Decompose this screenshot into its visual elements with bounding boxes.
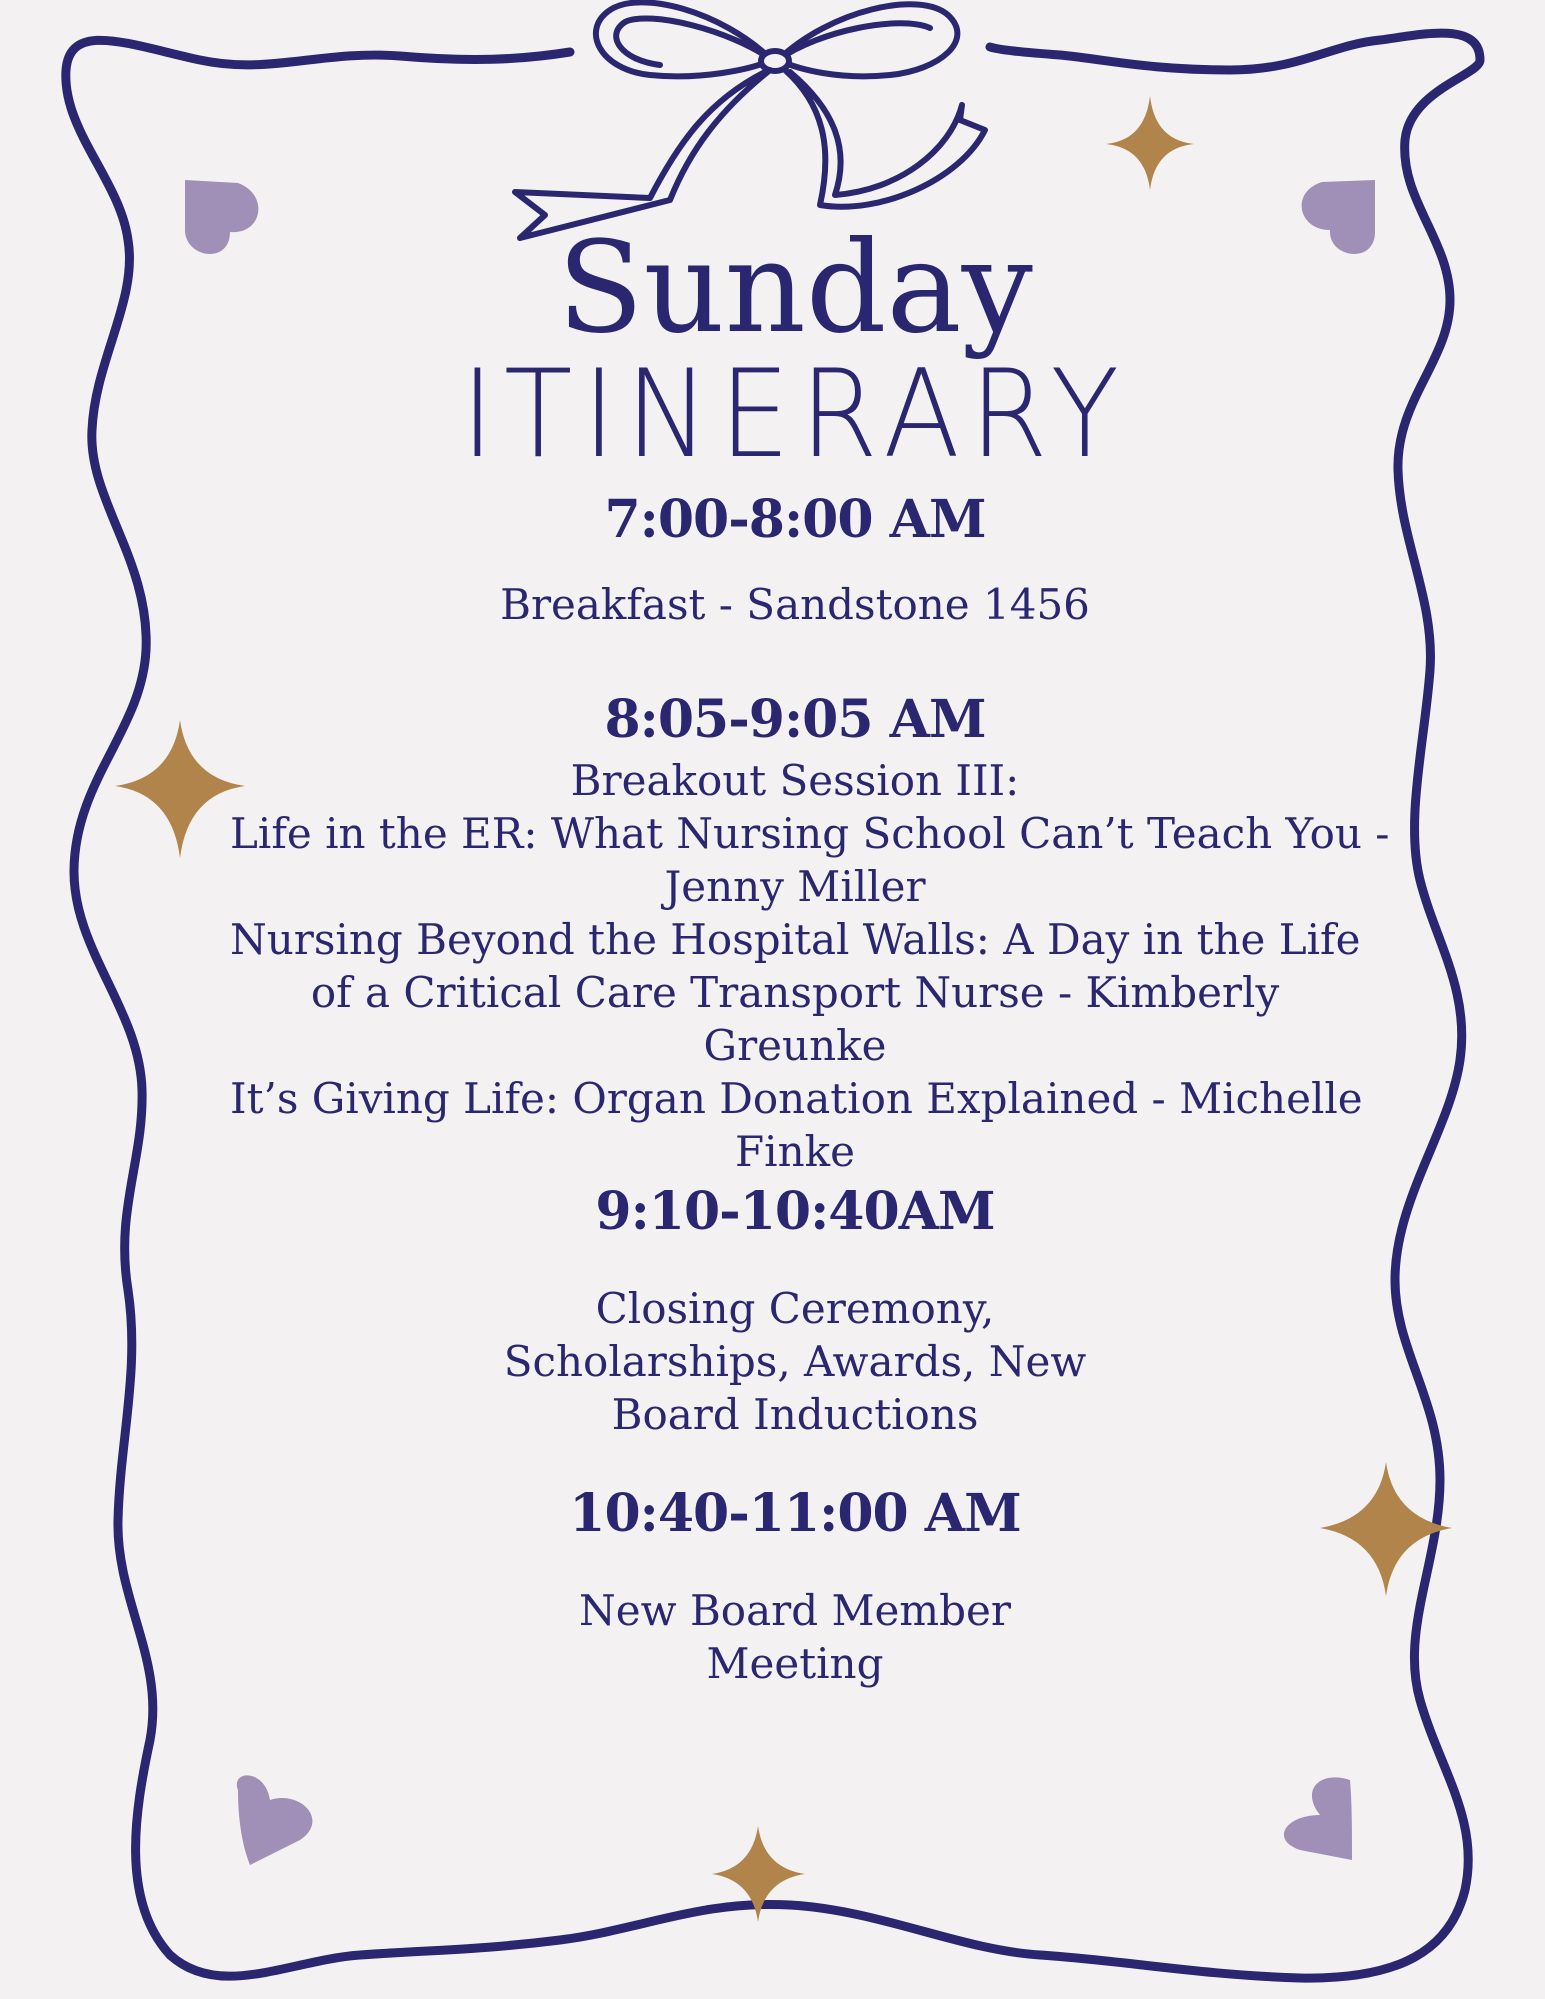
description-line: Breakout Session III: — [570, 756, 1020, 805]
description-line: Board Inductions — [611, 1390, 979, 1439]
description-line: New Board Member — [579, 1586, 1011, 1635]
description-line: Life in the ER: What Nursing School Can’t Teach You - — [230, 809, 1390, 858]
session-description-1 — [230, 578, 1360, 631]
page-title: Sunday — [557, 214, 1033, 361]
description-line: Finke — [735, 1127, 855, 1176]
description-line: Breakfast - Sandstone 1456 — [500, 580, 1090, 629]
description-line: of a Critical Care Transport Nurse - Kimberly — [310, 968, 1280, 1017]
bow-icon — [515, 2, 985, 238]
sparkle-icon — [1106, 96, 1194, 190]
description-line: Scholarships, Awards, New — [503, 1337, 1087, 1386]
time-slot-4: 10:40-11:00 AM — [569, 1483, 1021, 1544]
session-description-3 — [230, 1282, 1360, 1441]
description-line: Greunke — [703, 1021, 887, 1070]
session-description-4 — [230, 1584, 1360, 1690]
time-slot-2: 8:05-9:05 AM — [604, 689, 986, 750]
description-line: Jenny Miller — [664, 862, 926, 911]
time-slot-1: 7:00-8:00 AM — [604, 489, 986, 550]
heart-icon — [1284, 1777, 1352, 1860]
heart-icon — [237, 1775, 313, 1865]
sparkle-icon — [115, 720, 245, 858]
session-description-2 — [230, 754, 1390, 1178]
description-line: Closing Ceremony, — [595, 1284, 995, 1333]
description-line: Nursing Beyond the Hospital Walls: A Day in the Life — [230, 915, 1361, 964]
description-line: It’s Giving Life: Organ Donation Explained - Michelle — [230, 1074, 1363, 1123]
description-line: Meeting — [706, 1639, 884, 1688]
page-subtitle: ITINERARY — [461, 344, 1129, 486]
time-slot-3: 9:10-10:40AM — [595, 1181, 995, 1242]
